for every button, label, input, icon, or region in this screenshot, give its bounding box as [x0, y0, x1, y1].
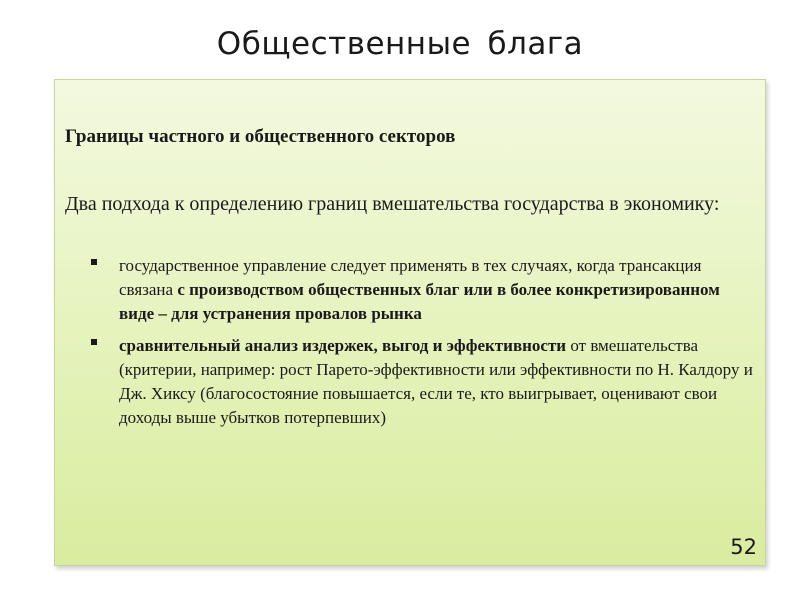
bullet-text-plain: государственное управление следует применять в тех случаях, когда трансакция связана: [119, 256, 702, 299]
bullet-list: [91, 254, 757, 438]
section-heading: Границы частного и общественного секторов: [65, 126, 456, 147]
bullet-marker-icon: [91, 339, 97, 345]
slide-title: Общественные блага: [216, 26, 584, 62]
bullet-item: [91, 254, 757, 326]
page-number: 52: [730, 535, 757, 559]
bullet-text-bold: сравнительный анализ издержек, выгод и эффективности: [119, 336, 567, 355]
bullet-marker-icon: [91, 259, 97, 265]
bullet-text-bold: с производством общественных благ или в более конкретизированном виде – для устранения провалов рынка: [119, 280, 720, 323]
bullet-text-plain: от вмешательства (критерии, например: рост Парето-эффективности или эффективности по Н. Калдору и Дж. Хиксу (благосостояние повышается, если те, кто выигрывает, оценивают свои доходы выше убытков потерпевших): [119, 336, 753, 427]
content-box: [54, 79, 766, 566]
intro-paragraph: Два подхода к определению границ вмешательства государства в экономику:: [65, 193, 720, 215]
bullet-item: [91, 334, 757, 430]
